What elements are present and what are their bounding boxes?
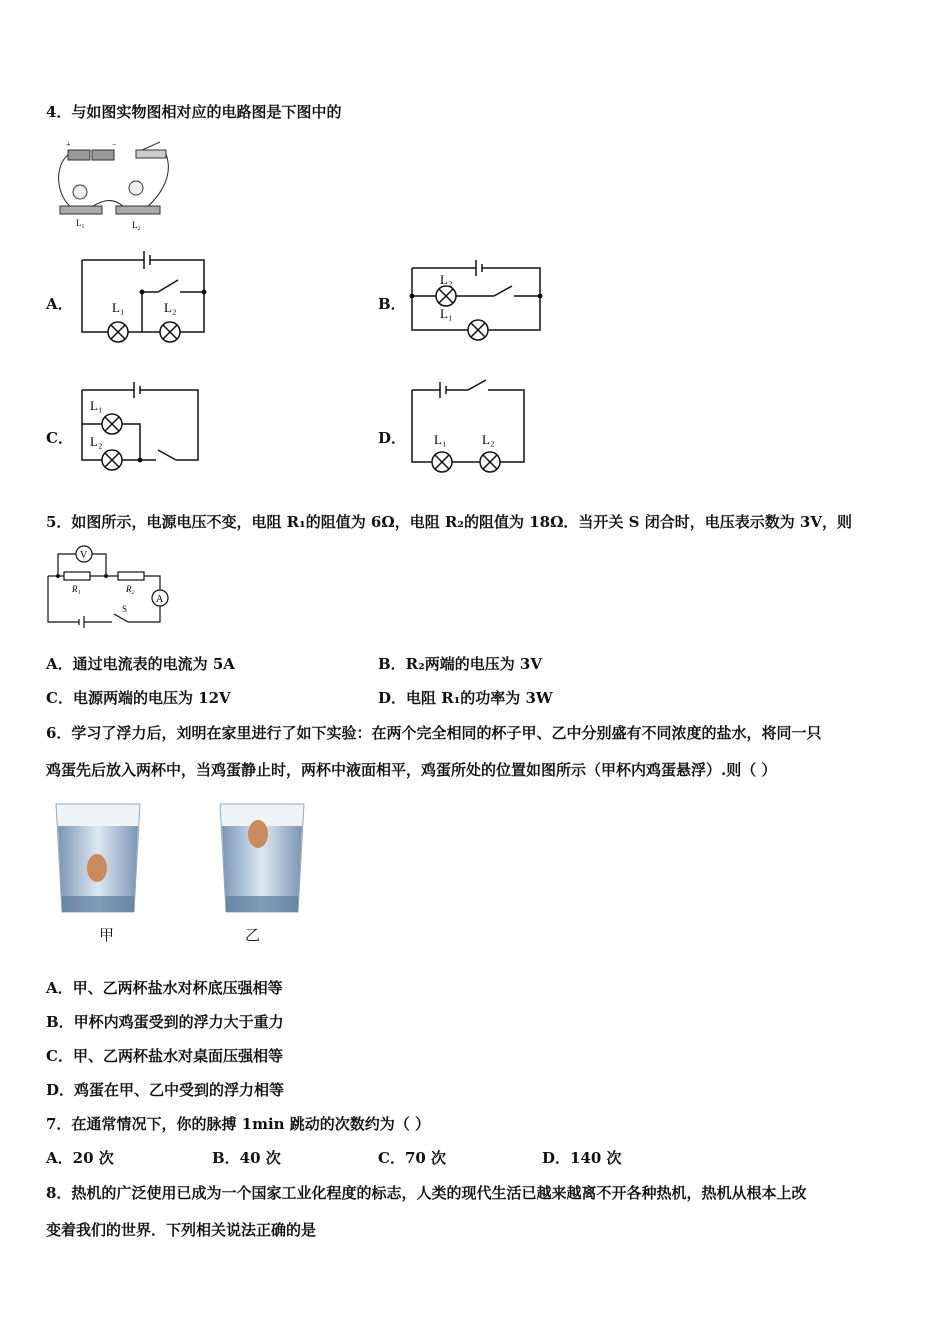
q4-option-d-key[interactable]: D． (378, 429, 407, 447)
cup-jia-label: 甲 (99, 926, 115, 944)
q5-circuit-diagram (44, 542, 176, 630)
q7-option-c[interactable]: C．70 次 (378, 1149, 447, 1167)
q7-option-b[interactable]: B．40 次 (212, 1149, 281, 1167)
label-l1: L₁ (434, 432, 447, 447)
q5-option-a[interactable]: A．通过电流表的电流为 5A (46, 655, 235, 673)
q4-option-a-key[interactable]: A． (46, 295, 73, 313)
q8-stem-line1: 8．热机的广泛使用已成为一个国家工业化程度的标志，人类的现代生活已越来越离不开各种热机，热机从根本上改 (46, 1184, 807, 1202)
q6-option-d[interactable]: D．鸡蛋在甲、乙中受到的浮力相等 (46, 1081, 285, 1099)
label-l1: L₁ (112, 300, 125, 315)
q4-option-a-circuit[interactable] (78, 244, 208, 346)
q4-option-b-key[interactable]: B． (378, 295, 406, 313)
cup-jia-illustration (52, 800, 144, 918)
q5-option-b[interactable]: B．R₂两端的电压为 3V (378, 655, 543, 673)
q6-option-b[interactable]: B．甲杯内鸡蛋受到的浮力大于重力 (46, 1013, 284, 1031)
q7-stem: 7．在通常情况下，你的脉搏 1min 跳动的次数约为（ ） (46, 1115, 431, 1133)
q6-stem-line2: 鸡蛋先后放入两杯中，当鸡蛋静止时，两杯中液面相平，鸡蛋所处的位置如图所示（甲杯内鸡蛋悬浮）.则（ ） (46, 761, 777, 779)
label-r1: R₁ (72, 584, 81, 594)
q4-physical-circuit-photo (50, 136, 170, 232)
label-r2: R₂ (126, 584, 135, 594)
label-l2: L₂ (164, 300, 177, 315)
photo-label-l1: L₁ (76, 218, 85, 228)
photo-label-l2: L₂ (132, 220, 141, 230)
q5-option-c[interactable]: C．电源两端的电压为 12V (46, 689, 231, 707)
label-l1: L₁ (440, 306, 453, 321)
q6-option-c[interactable]: C．甲、乙两杯盐水对桌面压强相等 (46, 1047, 283, 1065)
q5-option-d[interactable]: D．电阻 R₁的功率为 3W (378, 689, 553, 707)
q8-stem-line2: 变着我们的世界．下列相关说法正确的是 (46, 1221, 317, 1239)
plus-sign: + (66, 140, 71, 149)
q5-stem: 5．如图所示，电源电压不变，电阻 R₁的阻值为 6Ω，电阻 R₂的阻值为 18Ω．当开关 S 闭合时，电压表示数为 3V，则 (46, 513, 852, 531)
cup-yi-label: 乙 (245, 926, 261, 944)
q4-option-c-circuit[interactable] (78, 376, 202, 476)
cup-yi-illustration (216, 800, 308, 918)
q6-option-a[interactable]: A．甲、乙两杯盐水对杯底压强相等 (46, 979, 283, 997)
label-l2: L₂ (90, 434, 103, 449)
label-l1: L₁ (90, 398, 103, 413)
label-l2: L₂ (482, 432, 495, 447)
q4-option-c-key[interactable]: C． (46, 429, 73, 447)
q4-option-b-circuit[interactable] (406, 254, 550, 344)
q4-option-d-circuit[interactable] (404, 376, 532, 476)
minus-sign: − (112, 140, 117, 149)
q7-option-a[interactable]: A．20 次 (46, 1149, 114, 1167)
voltmeter-symbol: V (80, 550, 88, 561)
label-l2: L₂ (440, 272, 453, 287)
q4-stem: 4．与如图实物图相对应的电路图是下图中的 (46, 103, 342, 121)
ammeter-symbol: A (156, 594, 164, 605)
q6-stem-line1: 6．学习了浮力后，刘明在家里进行了如下实验：在两个完全相同的杯子甲、乙中分别盛有不同浓度的盐水，将同一只 (46, 724, 822, 742)
q7-option-d[interactable]: D．140 次 (542, 1149, 622, 1167)
label-s: S (122, 604, 128, 614)
